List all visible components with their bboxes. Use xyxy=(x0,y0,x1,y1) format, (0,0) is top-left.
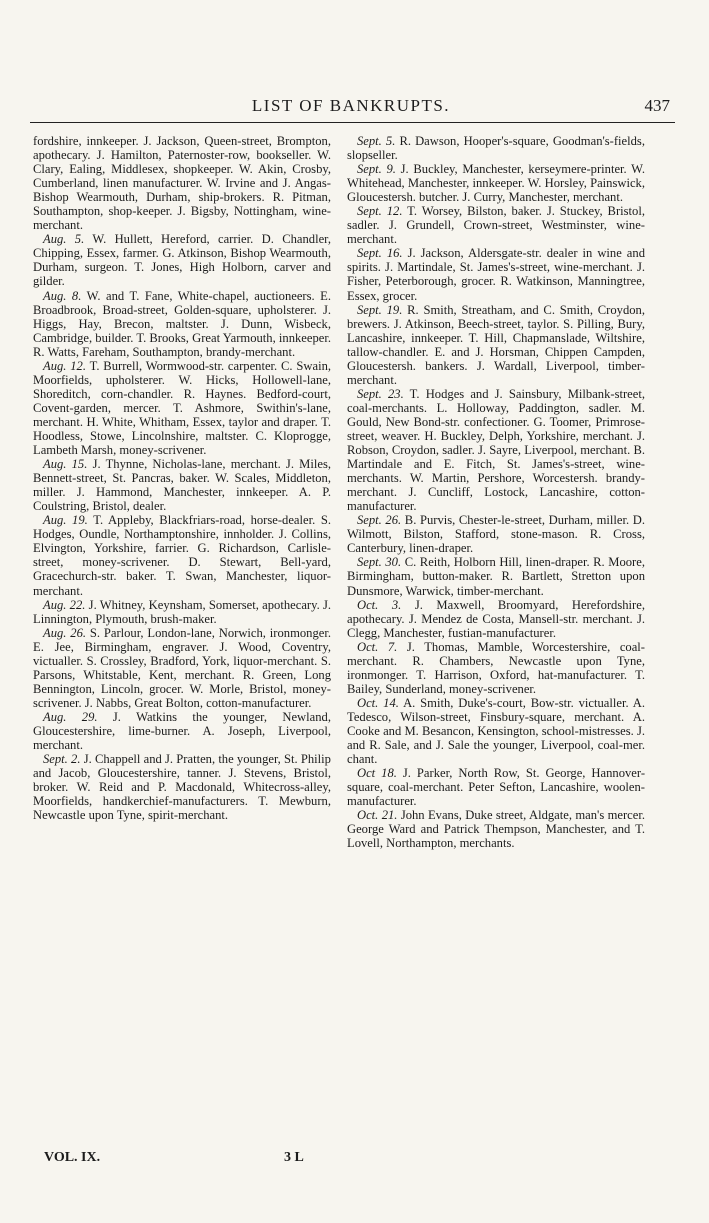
entry-date: Oct 18. xyxy=(357,766,397,781)
bankrupt-entry xyxy=(347,134,645,162)
bankrupt-entry xyxy=(347,696,645,766)
bankrupt-entry xyxy=(347,513,645,555)
entry-text: C. Reith, Holborn Hill, linen-draper. R. Moore, Birmingham, button-maker. R. Bartlett, Stretton upon Dunsmore, Warwick, timber-merchant. xyxy=(347,555,645,598)
bankrupt-entry xyxy=(347,162,645,204)
right-column xyxy=(347,134,645,850)
entry-text: B. Purvis, Chester-le-street, Durham, miller. D. Wilmott, Bilston, Stafford, stone-mason. R. Cross, Canterbury, linen-draper. xyxy=(347,513,645,556)
page-number: 437 xyxy=(644,96,670,115)
entry-date: Oct. 21. xyxy=(357,808,398,823)
entry-text: R. Smith, Streatham, and C. Smith, Croydon, brewers. J. Atkinson, Beech-street, taylor. S. Pilling, Bury, Lancashire, innkeeper. T. Hill, Chapmanslade, Wiltshire, tallow-chandler. E. and J. Horsman, Chippen Campden, Gloucestersh. bankers. J. Wardall, Liverpool, timber-merchant. xyxy=(347,302,645,387)
entry-text: J. Thomas, Mamble, Worcestershire, coal-merchant. R. Chambers, Newcastle upon Tyne, ironmonger. T. Harrison, Oxford, hat-manufacturer. T. Bailey, Sunderland, money-scrivener. xyxy=(347,639,645,696)
bankrupt-entry xyxy=(33,289,331,359)
entry-text: J. Whitney, Keynsham, Somerset, apothecary. J. Linnington, Plymouth, brush-maker. xyxy=(33,597,332,626)
entry-date: Aug. 22. xyxy=(43,597,86,612)
entry-text: J. Jackson, Aldersgate-str. dealer in wine and spirits. J. Martindale, St. James's-street, wine-merchant. J. Fisher, Peterborough, grocer. R. Watkinson, Manningtree, Essex, grocer. xyxy=(347,246,645,303)
running-title: LIST OF BANKRUPTS. xyxy=(251,96,451,115)
bankrupt-entry xyxy=(347,598,645,640)
entry-text: John Evans, Duke street, Aldgate, man's mercer. George Ward and Patrick Thempson, Manchester, and T. Lovell, Northampton, merchants. xyxy=(347,808,645,851)
entry-text: J. Watkins the younger, Newland, Gloucestershire, lime-burner. A. Joseph, Liverpool, merchant. xyxy=(33,709,331,753)
entry-text: W. and T. Fane, White-chapel, auctioneers. E. Broadbrook, Broad-street, Golden-square, upholsterer. J. Higgs, Hay, Brecon, maltster. J. Dunn, Wisbeck, Cambridge, builder. T. Brooks, Great Yarmouth, innkeeper. R. Watts, Fareham, Southampton, brandy-merchant. xyxy=(33,288,332,359)
entry-text: T. Worsey, Bilston, baker. J. Stuckey, Bristol, sadler. J. Grundell, Crown-street, Westminster, wine-merchant. xyxy=(347,204,645,247)
entry-text: fordshire, innkeeper. J. Jackson, Queen-street, Brompton, apothecary. J. Hamilton, Paternoster-row, bookseller. W. Clary, Ealing, Middlesex, shopkeeper. W. Akin, Crosby, Cumberland, linen manufacturer. W. Irvine and J. Angas-Bishop Wearmouth, Durham, ship-brokers. R. Pitman, Southampton, shop-keeper. J. Bigsby, Nottingham, wine-merchant. xyxy=(33,134,331,233)
entry-date: Sept. 5. xyxy=(357,134,396,148)
volume-label: VOL. IX. xyxy=(44,1150,101,1165)
entry-date: Sept. 30. xyxy=(357,555,402,570)
entry-text: S. Parlour, London-lane, Norwich, ironmonger. E. Jee, Birmingham, engraver. J. Wood, Coventry, victualler. S. Crossley, Bradford, York, liquor-merchant. S. Parsons, Whitstable, Kent, merchant. R. Green, Long Bennington, Lincoln, grocer. W. Morle, Bristol, money-scrivener. J. Nabbs, Great Bolton, cotton-manufacturer. xyxy=(33,625,331,710)
entry-date: Aug. 19. xyxy=(43,513,88,528)
bankrupt-entry xyxy=(33,513,331,597)
bankrupt-entry xyxy=(33,598,331,626)
bankrupt-entry xyxy=(347,204,645,246)
entry-date: Sept. 19. xyxy=(357,302,403,317)
entry-date: Aug. 5. xyxy=(43,232,85,247)
entry-date: Aug. 12. xyxy=(43,358,86,373)
bankrupt-entry xyxy=(347,246,645,302)
entry-text: J. Maxwell, Broomyard, Herefordshire, apothecary. J. Mendez de Costa, Mansell-str. merchant. J. Clegg, Manchester, fustian-manufacturer. xyxy=(347,597,645,640)
entry-text: J. Thynne, Nicholas-lane, merchant. J. Miles, Bennett-street, St. Pancras, baker. W. Scales, Middleton, miller. J. Hammond, Manchester, innkeeper. A. P. Coulstring, Bristol, dealer. xyxy=(33,457,332,514)
entry-date: Oct. 14. xyxy=(357,695,399,710)
entry-date: Sept. 26. xyxy=(357,513,402,528)
bankrupt-entry xyxy=(347,387,645,513)
entry-date: Aug. 26. xyxy=(43,625,87,640)
entry-date: Sept. 9. xyxy=(357,162,396,177)
entry-text: W. Hullett, Hereford, carrier. D. Chandler, Chipping, Essex, farmer. G. Atkinson, Bishop Wearmouth, Durham, surgeon. T. Jones, High Holborn, carver and gilder. xyxy=(33,232,332,289)
bankrupt-entry xyxy=(33,457,331,513)
entry-text: J. Buckley, Manchester, kerseymere-printer. W. Whitehead, Manchester, innkeeper. W. Horsley, Painswick, Gloucestersh. butcher. J. Curry, Manchester, merchant. xyxy=(347,162,646,205)
entry-date: Sept. 2. xyxy=(43,752,81,767)
bankrupt-entry xyxy=(347,303,645,387)
entry-text: T. Appleby, Blackfriars-road, horse-dealer. S. Hodges, Oundle, Northamptonshire, innholder. J. Collins, Elvington, Yorkshire, farrier. G. Richardson, Carlisle-street, money-scrivener. D. Stewart, Bell-yard, Gracechurch-str. baker. T. Swan, Manchester, liquor-merchant. xyxy=(33,513,332,598)
entry-date: Sept. 16. xyxy=(357,246,403,261)
bankrupt-entry xyxy=(33,134,331,232)
entry-date: Aug. 15. xyxy=(43,457,88,472)
bankrupt-entry xyxy=(347,640,645,696)
bankrupt-entry xyxy=(347,808,645,850)
entry-date: Oct. 3. xyxy=(357,597,402,612)
entry-text: A. Smith, Duke's-court, Bow-str. victualler. A. Tedesco, Wilson-street, Finsbury-square, merchant. A. Cooke and M. Besancon, Kensington, school-mistresses. J. and R. Sale, and J. Sale the younger, Liverpool, coal-mer. chant. xyxy=(347,695,645,767)
bankrupt-entry xyxy=(33,710,331,752)
bankrupt-entry xyxy=(347,555,645,597)
bankrupt-entry xyxy=(33,752,331,822)
page-footer xyxy=(44,1150,664,1170)
bankrupt-entry xyxy=(33,359,331,457)
entry-date: Oct. 7. xyxy=(357,639,398,654)
page-header xyxy=(30,92,672,120)
left-column xyxy=(33,134,331,822)
entry-text: T. Burrell, Wormwood-str. carpenter. C. Swain, Moorfields, upholsterer. W. Hicks, Hollowell-lane, Shoreditch, corn-chandler. R. Haynes. Bedford-court, Covent-garden, mercer. T. Ashmore, Swithin's-lane, merchant. H. White, Whitham, Essex, taylor and draper. T. Hoodless, Stowe, Lincolnshire, maltster. C. Kloprogge, Lambeth Marsh, money-scrivener. xyxy=(33,358,332,458)
bankrupt-entry xyxy=(33,626,331,710)
header-rule xyxy=(30,122,675,123)
entry-text: R. Dawson, Hooper's-square, Goodman's-fields, slopseller. xyxy=(347,134,645,163)
entry-date: Sept. 23. xyxy=(357,386,404,401)
entry-text: J. Parker, North Row, St. George, Hannover-square, coal-merchant. Peter Sefton, Lancashire, woolen-manufacturer. xyxy=(347,766,646,809)
bankrupt-entry xyxy=(347,766,645,808)
entry-date: Aug. 8. xyxy=(43,288,82,303)
entry-text: T. Hodges and J. Sainsbury, Milbank-street, coal-merchants. L. Holloway, Paddington, sadler. M. Gould, New Bond-str. confectioner. G. Toomer, Primrose-street, weaver. H. Buckley, Delph, Yorkshire, merchant. J. Robson, Croydon, sadler. J. Sayre, Liverpool, merchant. B. Martindale and E. Fitch, St. James's-street, wine-merchants. W. Martin, Pershore, Worcestersh. brandy-merchant. J. Cuncliff, Lostock, Lancashire, cotton-manufacturer. xyxy=(347,386,645,514)
entry-date: Sept. 12. xyxy=(357,204,403,219)
entry-date: Aug. 29. xyxy=(43,709,98,724)
bankrupt-entry xyxy=(33,232,331,288)
entry-text: J. Chappell and J. Pratten, the younger, St. Philip and Jacob, Gloucestershire, tanner. J. Stevens, Bristol, broker. W. Reid and P. Macdonald, Whitecross-alley, Moorfields, handkerchief-manufacturers. T. Mewburn, Newcastle upon Tyne, spirit-merchant. xyxy=(33,752,331,823)
signature-mark: 3 L xyxy=(284,1150,304,1165)
